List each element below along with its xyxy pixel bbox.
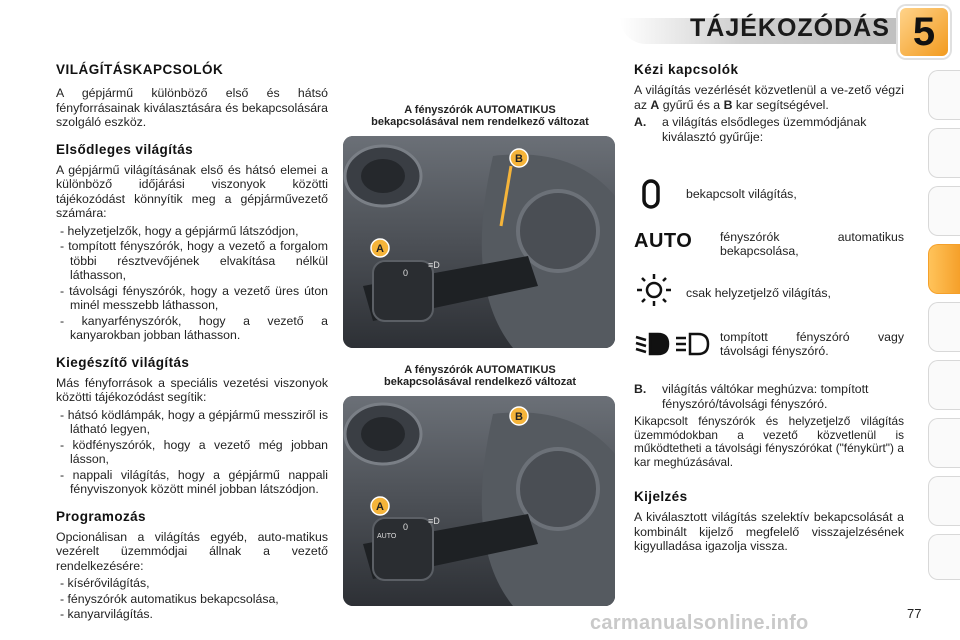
list-item: - tompított fényszórók, hogy a vezető a forgalom többi résztvevőjének elvakítása nélkül láthasson,: [60, 239, 329, 282]
svg-text:≡D: ≡D: [428, 516, 440, 526]
page-header-title: TÁJÉKOZÓDÁS: [690, 14, 890, 42]
display-text: A kiválasztott világítás szelektív bekapcsolását a kombinált kijelző megfelelő visszajelzésének kigyulladása igazolja vissza.: [634, 510, 904, 553]
additional-lighting-heading: Kiegészítő világítás: [56, 354, 190, 370]
chapter-tab-active[interactable]: [928, 244, 960, 294]
list-item: - ködfényszórók, hogy a vezető még jobban lásson,: [60, 437, 328, 466]
zero-icon: [634, 178, 674, 212]
mode-row: [634, 178, 904, 214]
primary-lighting-list: [56, 224, 328, 343]
chapter-tab[interactable]: [928, 476, 960, 526]
chapter-tab[interactable]: [928, 70, 960, 120]
mode-text: bekapcsolt világítás,: [686, 187, 797, 201]
label-a: A: [376, 501, 384, 513]
additional-lighting-list: [56, 408, 328, 497]
auto-icon: AUTO: [634, 230, 693, 252]
mode-row: [634, 328, 904, 366]
chapter-tab[interactable]: [928, 302, 960, 352]
chapter-tab[interactable]: [928, 418, 960, 468]
programming-list: [56, 576, 328, 622]
mode-row: [634, 272, 904, 312]
mode-text: csak helyzetjelző világítás,: [686, 286, 831, 300]
chapter-number: 5: [912, 10, 936, 54]
label-b: B: [515, 411, 523, 423]
stalk-auto-label: AUTO: [377, 533, 397, 540]
sidelights-icon: [634, 272, 674, 308]
caption-bottom: A fényszórók AUTOMATIKUS bekapcsolásával rendelkező változat: [384, 364, 576, 388]
stalk-photo-manual: [343, 136, 615, 348]
programming-heading: Programozás: [56, 508, 146, 524]
page-number: 77: [907, 606, 922, 621]
svg-text:≡D: ≡D: [428, 260, 440, 270]
svg-text:0: 0: [403, 268, 409, 278]
label-a: A: [376, 243, 384, 255]
list-item: - kanyarvilágítás.: [60, 607, 153, 621]
right-column-bottom: [634, 382, 904, 557]
chapter-tab[interactable]: [928, 534, 960, 580]
right-column-top: [634, 62, 904, 144]
programming-text: Opcionálisan a világítás egyéb, auto-matikus vezérelt üzemmódjai állnak a vezető rendelkezésére:: [56, 529, 328, 573]
chapter-badge: [898, 6, 950, 58]
svg-text:0: 0: [403, 522, 409, 532]
intro-text: A gépjármű különböző első és hátsó fényforrásainak kiválasztására és bekapcsolására szolgáló eszköz.: [56, 86, 328, 129]
lever-b-description: B. világítás váltókar meghúzva: tompított fényszóró/távolsági fényszóró.: [634, 382, 869, 411]
flash-note: Kikapcsolt fényszórók és helyzetjelző világítás üzemmódokban a vezető közvetlenül is működtetheti a távolsági fényszórókat ("fénykürt") a kar meghúzásával.: [634, 414, 904, 469]
label-b: B: [515, 153, 523, 165]
list-item: - távolsági fényszórók, hogy a vezető üres úton minél messzebb láthasson,: [60, 283, 329, 312]
primary-lighting-heading: Elsődleges világítás: [56, 141, 194, 157]
mode-text: tompított fényszóró vagy távolsági fényszóró.: [720, 330, 904, 358]
list-item: - hátsó ködlámpák, hogy a gépjármű messziről is látható legyen,: [60, 407, 328, 436]
section-title: VILÁGÍTÁSKAPCSOLÓK: [56, 62, 224, 77]
list-item: - kísérővilágítás,: [60, 576, 150, 590]
list-item: - kanyarfényszórók, hogy a vezető a kanyarokban jobban láthasson.: [60, 313, 328, 342]
chapter-tab[interactable]: [928, 186, 960, 236]
manual-controls-intro: A világítás vezérlését közvetlenül a ve-zető végzi az A gyűrű és a B kar segítségével.: [634, 83, 904, 112]
list-item: - fényszórók automatikus bekapcsolása,: [60, 591, 279, 606]
additional-lighting-text: Más fényforrások a speciális vezetési viszonyok közötti tájékozódást segítik:: [56, 375, 328, 404]
list-item: - helyzetjelzők, hogy a gépjármű látszódjon,: [60, 223, 299, 238]
chapter-tab[interactable]: [928, 360, 960, 410]
display-heading: Kijelzés: [634, 489, 688, 504]
manual-controls-heading: Kézi kapcsolók: [634, 62, 739, 77]
watermark: carmanualsonline.info: [590, 612, 809, 634]
chapter-tab[interactable]: [928, 128, 960, 178]
headlights-icon: [634, 328, 714, 360]
ring-a-description: A. a világítás elsődleges üzemmódjának kiválasztó gyűrűje:: [634, 115, 867, 144]
stalk-photo-auto: [343, 396, 615, 606]
caption-top: A fényszórók AUTOMATIKUS bekapcsolásával nem rendelkező változat: [371, 104, 589, 128]
mode-row: [634, 228, 904, 264]
chapter-tabs: [928, 70, 960, 580]
left-column: [56, 62, 328, 623]
list-item: - nappali világítás, hogy a gépjármű nappali fényviszonyok között minél jobban látszódjon.: [60, 467, 329, 496]
primary-lighting-text: A gépjármű világításának első és hátsó elemei a különböző időjárási viszonyok közötti tájékozódást könnyítik meg a gépjárművezető számára:: [56, 162, 328, 220]
mode-text: fényszórók automatikus bekapcsolása,: [720, 230, 904, 258]
